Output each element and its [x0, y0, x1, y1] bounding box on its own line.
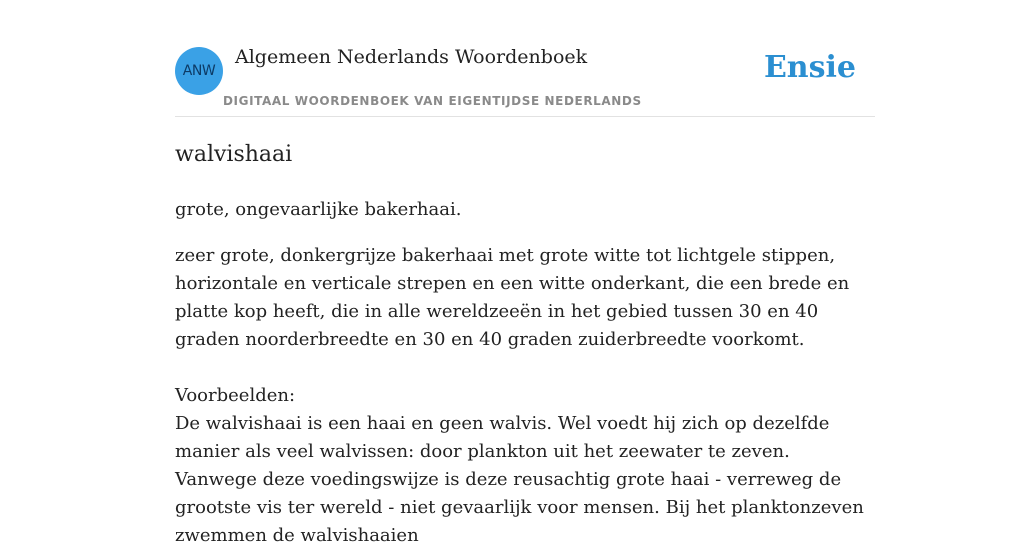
examples-label: Voorbeelden: [175, 385, 296, 406]
headword: walvishaai [175, 142, 293, 167]
ensie-brand-logo[interactable]: Ensie [763, 50, 856, 85]
site-title[interactable]: Algemeen Nederlands Woordenboek [235, 46, 588, 68]
short-definition: grote, ongevaarlijke bakerhaai. [175, 199, 462, 220]
entry-content [175, 138, 875, 550]
anw-logo[interactable]: ANW [175, 47, 223, 95]
site-subtitle: DIGITAAL WOORDENBOEK VAN EIGENTIJDSE NEDERLANDS [223, 94, 642, 108]
example-text: De walvishaai is een haai en geen walvis. Wel voedt hij zich op dezelfde manier als veel walvissen: door plankton uit het zeewater te zeven. Vanwege deze voedingswijze is deze reusachtig grote haai - verreweg de grootste vis ter wereld - niet gevaarlijk voor mensen. Bij het planktonzeven zwemmen de walvishaaien [175, 413, 864, 546]
long-definition: zeer grote, donkergrijze bakerhaai met grote witte tot lichtgele stippen, horizontale en verticale strepen en een witte onderkant, die een brede en platte kop heeft, die in alle wereldzeeën in het gebied tussen 30 en 40 graden noorderbreedte en 30 en 40 graden zuiderbreedte voorkomt. [175, 245, 850, 350]
site-header [175, 46, 875, 117]
